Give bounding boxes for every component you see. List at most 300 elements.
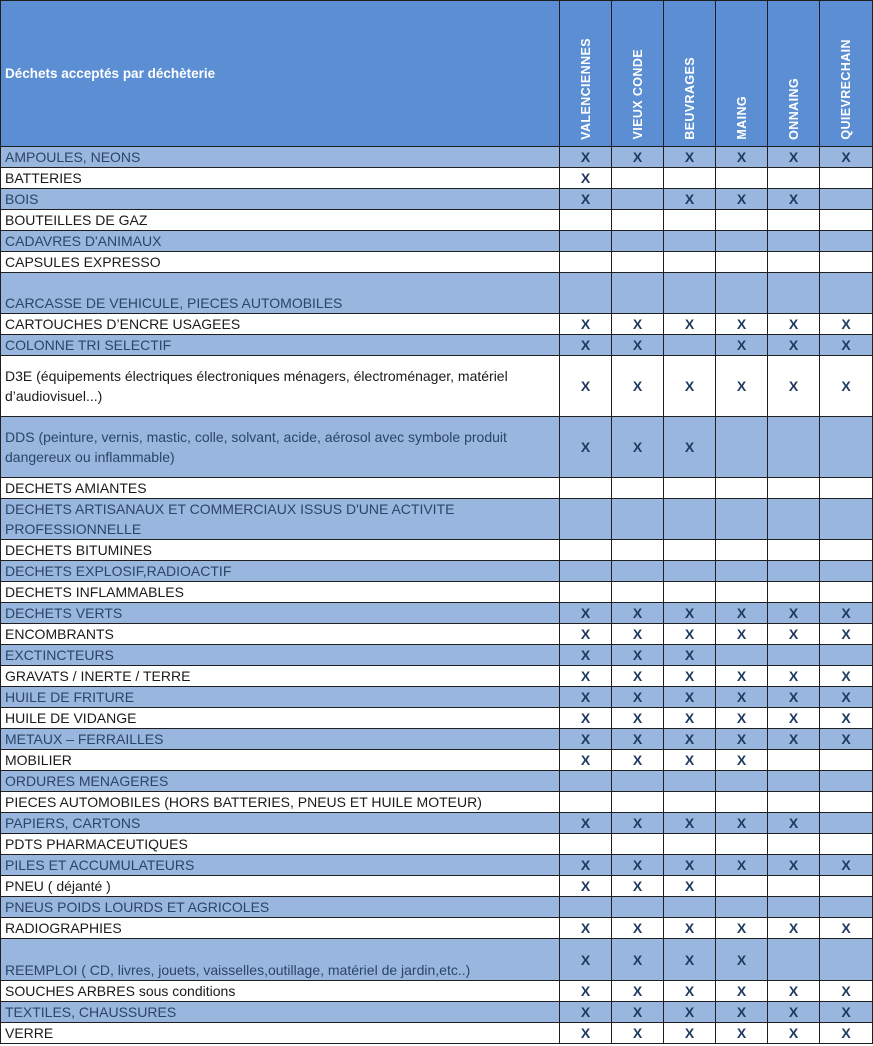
- acceptance-mark: [664, 273, 716, 314]
- acceptance-mark: [716, 771, 768, 792]
- column-header-onnaing: [768, 1, 820, 147]
- acceptance-mark: X: [820, 918, 873, 939]
- acceptance-mark: X: [612, 981, 664, 1002]
- acceptance-mark: [716, 834, 768, 855]
- acceptance-mark: [664, 210, 716, 231]
- acceptance-mark: X: [612, 645, 664, 666]
- table-row: [1, 417, 873, 478]
- acceptance-mark: [768, 792, 820, 813]
- acceptance-mark: X: [768, 335, 820, 356]
- acceptance-mark: [820, 750, 873, 771]
- acceptance-mark: [612, 540, 664, 561]
- acceptance-mark: X: [716, 981, 768, 1002]
- waste-type-label: DDS (peinture, vernis, mastic, colle, solvant, acide, aérosol avec symbole produit dangereux ou inflammable): [1, 417, 560, 478]
- acceptance-mark: X: [612, 918, 664, 939]
- acceptance-mark: X: [560, 1002, 612, 1023]
- acceptance-mark: X: [820, 729, 873, 750]
- acceptance-mark: [768, 478, 820, 499]
- waste-type-label: GRAVATS / INERTE / TERRE: [1, 666, 560, 687]
- acceptance-mark: [768, 582, 820, 603]
- acceptance-mark: X: [820, 1002, 873, 1023]
- acceptance-mark: [716, 540, 768, 561]
- waste-type-label: BOUTEILLES DE GAZ: [1, 210, 560, 231]
- acceptance-mark: X: [560, 750, 612, 771]
- table-row: [1, 478, 873, 499]
- acceptance-mark: X: [664, 813, 716, 834]
- acceptance-mark: X: [768, 624, 820, 645]
- acceptance-mark: X: [560, 813, 612, 834]
- acceptance-mark: [768, 252, 820, 273]
- acceptance-mark: X: [664, 939, 716, 981]
- table-row: [1, 582, 873, 603]
- acceptance-mark: [820, 771, 873, 792]
- acceptance-mark: X: [560, 645, 612, 666]
- acceptance-mark: X: [560, 168, 612, 189]
- acceptance-mark: [612, 834, 664, 855]
- acceptance-mark: [664, 582, 716, 603]
- acceptance-mark: [820, 582, 873, 603]
- acceptance-mark: [820, 834, 873, 855]
- waste-type-label: HUILE DE VIDANGE: [1, 708, 560, 729]
- acceptance-mark: X: [612, 335, 664, 356]
- column-header-label: ONNAING: [786, 78, 801, 140]
- acceptance-mark: X: [612, 939, 664, 981]
- acceptance-mark: X: [560, 147, 612, 168]
- waste-type-label: REEMPLOI ( CD, livres, jouets, vaisselles,outillage, matériel de jardin,etc..): [1, 939, 560, 981]
- acceptance-mark: X: [820, 335, 873, 356]
- acceptance-mark: X: [716, 729, 768, 750]
- acceptance-mark: X: [664, 1023, 716, 1044]
- acceptance-mark: [664, 252, 716, 273]
- table-row: [1, 792, 873, 813]
- acceptance-mark: X: [612, 1002, 664, 1023]
- acceptance-mark: [664, 540, 716, 561]
- table-row: [1, 210, 873, 231]
- column-header-maing: [716, 1, 768, 147]
- acceptance-mark: X: [716, 939, 768, 981]
- table-row: [1, 666, 873, 687]
- waste-type-label: EXCTINCTEURS: [1, 645, 560, 666]
- table-row: [1, 189, 873, 210]
- waste-type-label: DECHETS INFLAMMABLES: [1, 582, 560, 603]
- waste-type-label: CARTOUCHES D’ENCRE USAGEES: [1, 314, 560, 335]
- acceptance-mark: [768, 417, 820, 478]
- table-row: [1, 356, 873, 417]
- waste-type-label: PAPIERS, CARTONS: [1, 813, 560, 834]
- acceptance-mark: [664, 335, 716, 356]
- acceptance-mark: [560, 540, 612, 561]
- acceptance-mark: X: [716, 813, 768, 834]
- acceptance-mark: [612, 561, 664, 582]
- waste-type-label: TEXTILES, CHAUSSURES: [1, 1002, 560, 1023]
- acceptance-mark: X: [612, 729, 664, 750]
- column-header-label: QUIEVRECHAIN: [839, 39, 853, 140]
- acceptance-mark: [612, 478, 664, 499]
- column-header-valenciennes: [560, 1, 612, 147]
- acceptance-mark: [820, 499, 873, 540]
- acceptance-mark: [768, 771, 820, 792]
- acceptance-mark: X: [612, 624, 664, 645]
- acceptance-mark: X: [612, 356, 664, 417]
- acceptance-mark: X: [560, 335, 612, 356]
- acceptance-mark: [664, 771, 716, 792]
- acceptance-mark: [820, 897, 873, 918]
- acceptance-mark: X: [664, 1002, 716, 1023]
- acceptance-mark: [768, 499, 820, 540]
- waste-type-label: DECHETS VERTS: [1, 603, 560, 624]
- acceptance-mark: X: [716, 314, 768, 335]
- acceptance-mark: [768, 561, 820, 582]
- waste-type-label: VERRE: [1, 1023, 560, 1044]
- acceptance-mark: X: [768, 687, 820, 708]
- acceptance-mark: [768, 273, 820, 314]
- acceptance-mark: [664, 897, 716, 918]
- acceptance-mark: X: [560, 729, 612, 750]
- acceptance-mark: [612, 273, 664, 314]
- acceptance-mark: X: [560, 666, 612, 687]
- acceptance-mark: [560, 231, 612, 252]
- acceptance-mark: X: [664, 708, 716, 729]
- acceptance-mark: X: [612, 666, 664, 687]
- acceptance-mark: X: [664, 603, 716, 624]
- waste-type-label: PNEUS POIDS LOURDS ET AGRICOLES: [1, 897, 560, 918]
- acceptance-mark: [820, 792, 873, 813]
- acceptance-mark: X: [664, 750, 716, 771]
- acceptance-mark: X: [768, 729, 820, 750]
- acceptance-mark: X: [560, 918, 612, 939]
- acceptance-mark: X: [716, 335, 768, 356]
- acceptance-mark: [768, 168, 820, 189]
- acceptance-mark: [664, 231, 716, 252]
- acceptance-mark: X: [716, 708, 768, 729]
- acceptance-mark: X: [768, 1002, 820, 1023]
- acceptance-mark: X: [560, 981, 612, 1002]
- acceptance-mark: [768, 897, 820, 918]
- acceptance-mark: [560, 210, 612, 231]
- table-row: [1, 771, 873, 792]
- column-header-label: MAING: [734, 96, 749, 140]
- acceptance-mark: [820, 813, 873, 834]
- waste-type-label: COLONNE TRI SELECTIF: [1, 335, 560, 356]
- table-row: [1, 834, 873, 855]
- waste-type-label: ENCOMBRANTS: [1, 624, 560, 645]
- table-row: [1, 981, 873, 1002]
- acceptance-mark: X: [768, 708, 820, 729]
- table-row: [1, 939, 873, 981]
- acceptance-mark: X: [612, 314, 664, 335]
- acceptance-mark: X: [820, 666, 873, 687]
- acceptance-mark: X: [560, 708, 612, 729]
- waste-type-label: DECHETS AMIANTES: [1, 478, 560, 499]
- acceptance-mark: [612, 582, 664, 603]
- acceptance-mark: [768, 210, 820, 231]
- acceptance-mark: X: [820, 855, 873, 876]
- waste-type-label: DECHETS BITUMINES: [1, 540, 560, 561]
- waste-type-label: AMPOULES, NEONS: [1, 147, 560, 168]
- waste-type-label: METAUX – FERRAILLES: [1, 729, 560, 750]
- acceptance-mark: X: [560, 603, 612, 624]
- column-header-label: VIEUX CONDE: [630, 49, 645, 140]
- table-row: [1, 687, 873, 708]
- acceptance-mark: X: [716, 918, 768, 939]
- acceptance-mark: X: [716, 603, 768, 624]
- acceptance-mark: [560, 771, 612, 792]
- waste-type-label: MOBILIER: [1, 750, 560, 771]
- table-row: [1, 750, 873, 771]
- acceptance-mark: X: [768, 189, 820, 210]
- acceptance-mark: [820, 189, 873, 210]
- acceptance-mark: [560, 792, 612, 813]
- acceptance-mark: [560, 273, 612, 314]
- acceptance-mark: X: [612, 750, 664, 771]
- acceptance-mark: [560, 582, 612, 603]
- acceptance-mark: X: [716, 1023, 768, 1044]
- waste-type-label: CADAVRES D'ANIMAUX: [1, 231, 560, 252]
- waste-type-label: CARCASSE DE VEHICULE, PIECES AUTOMOBILES: [1, 273, 560, 314]
- acceptance-mark: X: [716, 189, 768, 210]
- acceptance-mark: X: [820, 314, 873, 335]
- acceptance-mark: [664, 499, 716, 540]
- acceptance-mark: [560, 478, 612, 499]
- acceptance-mark: [560, 897, 612, 918]
- table-row: [1, 1002, 873, 1023]
- table-row: [1, 645, 873, 666]
- acceptance-mark: [612, 168, 664, 189]
- acceptance-mark: [768, 834, 820, 855]
- waste-type-label: BOIS: [1, 189, 560, 210]
- acceptance-mark: [716, 792, 768, 813]
- acceptance-mark: X: [560, 314, 612, 335]
- acceptance-mark: X: [768, 147, 820, 168]
- acceptance-mark: X: [560, 876, 612, 897]
- acceptance-mark: X: [664, 855, 716, 876]
- table-row: [1, 729, 873, 750]
- acceptance-mark: X: [768, 981, 820, 1002]
- column-header-label: VALENCIENNES: [578, 38, 593, 140]
- acceptance-mark: X: [612, 417, 664, 478]
- acceptance-mark: [820, 876, 873, 897]
- column-header-quievrechain: [820, 1, 873, 147]
- acceptance-mark: [612, 771, 664, 792]
- acceptance-mark: [716, 168, 768, 189]
- acceptance-mark: X: [768, 603, 820, 624]
- table-row: [1, 876, 873, 897]
- table-row: [1, 540, 873, 561]
- table-row: [1, 335, 873, 356]
- acceptance-mark: X: [560, 939, 612, 981]
- acceptance-mark: X: [560, 624, 612, 645]
- acceptance-mark: [716, 499, 768, 540]
- acceptance-mark: X: [612, 1023, 664, 1044]
- table-row: [1, 147, 873, 168]
- table-row: [1, 603, 873, 624]
- table-row: [1, 855, 873, 876]
- acceptance-mark: [716, 478, 768, 499]
- acceptance-mark: [768, 231, 820, 252]
- acceptance-mark: [820, 231, 873, 252]
- waste-type-label: PDTS PHARMACEUTIQUES: [1, 834, 560, 855]
- acceptance-mark: X: [820, 356, 873, 417]
- acceptance-mark: [820, 561, 873, 582]
- acceptance-mark: X: [612, 147, 664, 168]
- table-row: [1, 813, 873, 834]
- acceptance-mark: X: [716, 666, 768, 687]
- acceptance-mark: X: [664, 918, 716, 939]
- acceptance-mark: X: [716, 624, 768, 645]
- acceptance-mark: [716, 897, 768, 918]
- table-row: [1, 624, 873, 645]
- acceptance-mark: X: [716, 356, 768, 417]
- acceptance-mark: X: [560, 687, 612, 708]
- acceptance-mark: X: [716, 750, 768, 771]
- acceptance-mark: [716, 231, 768, 252]
- waste-type-label: BATTERIES: [1, 168, 560, 189]
- acceptance-mark: [820, 939, 873, 981]
- acceptance-mark: X: [716, 147, 768, 168]
- acceptance-mark: [612, 189, 664, 210]
- waste-type-label: SOUCHES ARBRES sous conditions: [1, 981, 560, 1002]
- waste-type-label: RADIOGRAPHIES: [1, 918, 560, 939]
- acceptance-mark: [768, 750, 820, 771]
- acceptance-mark: X: [612, 708, 664, 729]
- acceptance-mark: X: [768, 918, 820, 939]
- acceptance-mark: X: [768, 314, 820, 335]
- table-row: [1, 499, 873, 540]
- acceptance-mark: X: [768, 356, 820, 417]
- acceptance-mark: X: [820, 1023, 873, 1044]
- acceptance-mark: [664, 168, 716, 189]
- acceptance-mark: [664, 834, 716, 855]
- acceptance-mark: X: [664, 687, 716, 708]
- header-row: [1, 1, 873, 147]
- waste-type-label: D3E (équipements électriques électroniques ménagers, électroménager, matériel d’audiovisuel...): [1, 356, 560, 417]
- acceptance-mark: [820, 210, 873, 231]
- acceptance-mark: [820, 645, 873, 666]
- acceptance-mark: [820, 540, 873, 561]
- acceptance-mark: [820, 273, 873, 314]
- waste-type-label: HUILE DE FRITURE: [1, 687, 560, 708]
- acceptance-mark: X: [820, 981, 873, 1002]
- acceptance-mark: [560, 252, 612, 273]
- acceptance-mark: [664, 561, 716, 582]
- acceptance-mark: X: [612, 876, 664, 897]
- table-title: Déchets acceptés par déchèterie: [1, 1, 560, 147]
- acceptance-mark: X: [612, 813, 664, 834]
- acceptance-mark: X: [820, 603, 873, 624]
- acceptance-mark: [560, 499, 612, 540]
- table-row: [1, 561, 873, 582]
- table-body: [1, 147, 873, 1044]
- acceptance-mark: X: [560, 356, 612, 417]
- acceptance-mark: [560, 561, 612, 582]
- waste-type-label: PNEU ( déjanté ): [1, 876, 560, 897]
- acceptance-mark: [716, 582, 768, 603]
- acceptance-mark: X: [820, 708, 873, 729]
- acceptance-mark: X: [820, 687, 873, 708]
- table-row: [1, 314, 873, 335]
- acceptance-mark: [768, 876, 820, 897]
- acceptance-mark: [612, 231, 664, 252]
- acceptance-mark: X: [560, 855, 612, 876]
- acceptance-mark: X: [664, 417, 716, 478]
- acceptance-mark: X: [560, 1023, 612, 1044]
- acceptance-mark: X: [612, 687, 664, 708]
- acceptance-mark: X: [664, 356, 716, 417]
- acceptance-mark: [768, 540, 820, 561]
- acceptance-mark: [612, 210, 664, 231]
- table-row: [1, 273, 873, 314]
- acceptance-mark: [560, 834, 612, 855]
- table-row: [1, 708, 873, 729]
- table-row: [1, 918, 873, 939]
- table-row: [1, 1023, 873, 1044]
- acceptance-mark: [716, 273, 768, 314]
- acceptance-mark: [716, 645, 768, 666]
- acceptance-mark: X: [560, 417, 612, 478]
- waste-type-label: DECHETS EXPLOSIF,RADIOACTIF: [1, 561, 560, 582]
- acceptance-mark: [768, 939, 820, 981]
- acceptance-mark: [612, 897, 664, 918]
- acceptance-mark: [716, 210, 768, 231]
- acceptance-mark: X: [768, 813, 820, 834]
- acceptance-mark: X: [820, 624, 873, 645]
- acceptance-mark: X: [664, 314, 716, 335]
- acceptance-mark: [716, 876, 768, 897]
- acceptance-mark: [612, 792, 664, 813]
- waste-type-label: PIECES AUTOMOBILES (HORS BATTERIES, PNEUS ET HUILE MOTEUR): [1, 792, 560, 813]
- acceptance-mark: [716, 252, 768, 273]
- acceptance-mark: X: [664, 876, 716, 897]
- column-header-label: BEUVRAGES: [682, 57, 697, 140]
- acceptance-mark: X: [612, 603, 664, 624]
- acceptance-mark: X: [664, 189, 716, 210]
- acceptance-mark: X: [768, 666, 820, 687]
- column-header-beuvrages: [664, 1, 716, 147]
- acceptance-mark: X: [664, 624, 716, 645]
- acceptance-mark: X: [664, 666, 716, 687]
- acceptance-mark: X: [716, 855, 768, 876]
- acceptance-mark: X: [664, 645, 716, 666]
- acceptance-mark: X: [820, 147, 873, 168]
- acceptance-mark: X: [768, 1023, 820, 1044]
- acceptance-mark: [612, 252, 664, 273]
- acceptance-mark: [716, 561, 768, 582]
- waste-type-label: ORDURES MENAGERES: [1, 771, 560, 792]
- acceptance-mark: [820, 478, 873, 499]
- acceptance-mark: [664, 792, 716, 813]
- table-row: [1, 168, 873, 189]
- acceptance-mark: X: [716, 687, 768, 708]
- acceptance-mark: [820, 417, 873, 478]
- column-header-vieux-conde: [612, 1, 664, 147]
- acceptance-mark: [820, 168, 873, 189]
- acceptance-mark: X: [664, 729, 716, 750]
- acceptance-mark: [768, 645, 820, 666]
- acceptance-mark: [664, 478, 716, 499]
- acceptance-mark: X: [664, 147, 716, 168]
- waste-type-label: PILES ET ACCUMULATEURS: [1, 855, 560, 876]
- acceptance-mark: X: [612, 855, 664, 876]
- acceptance-mark: [716, 417, 768, 478]
- acceptance-mark: X: [716, 1002, 768, 1023]
- table-row: [1, 897, 873, 918]
- waste-type-label: DECHETS ARTISANAUX ET COMMERCIAUX ISSUS D'UNE ACTIVITE PROFESSIONNELLE: [1, 499, 560, 540]
- table-row: [1, 231, 873, 252]
- acceptance-mark: [612, 499, 664, 540]
- waste-type-label: CAPSULES EXPRESSO: [1, 252, 560, 273]
- acceptance-mark: X: [664, 981, 716, 1002]
- acceptance-mark: X: [768, 855, 820, 876]
